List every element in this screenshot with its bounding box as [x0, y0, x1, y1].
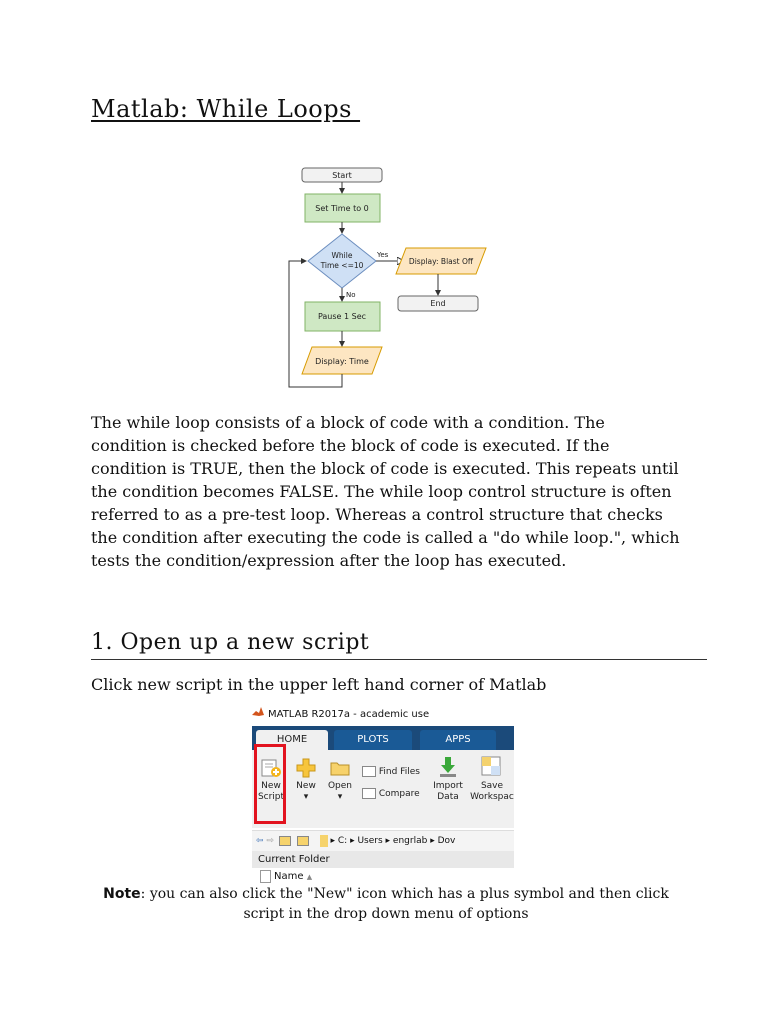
new-label: New — [296, 781, 316, 791]
decision-label-line2: Time <=10 — [320, 261, 364, 270]
matlab-logo-icon — [252, 706, 268, 724]
note-body: : you can also click the "New" icon which has a plus symbol and then click script in the drop down menu of options — [140, 886, 669, 922]
note-text — [91, 884, 681, 924]
open-label: Open — [327, 781, 353, 791]
find-files-label: Find Files — [378, 767, 420, 777]
matlab-title-bar — [252, 706, 514, 724]
display-blast-label: Display: Blast Off — [408, 257, 474, 266]
path-drive[interactable]: C: — [337, 836, 348, 846]
decision-label-line1: While — [331, 251, 353, 260]
matlab-ribbon — [252, 750, 514, 828]
forward-arrow-icon[interactable]: ⇨ — [266, 836, 274, 846]
name-column-label: Name — [274, 871, 304, 882]
compare-label: Compare — [378, 789, 420, 799]
name-column-header[interactable] — [274, 870, 312, 884]
browse-folder-icon[interactable] — [297, 836, 309, 846]
new-script-label-2: Script — [257, 792, 285, 802]
save-workspace-icon — [481, 756, 503, 778]
start-label: Start — [332, 171, 352, 180]
plus-icon — [296, 758, 316, 778]
pause-label: Pause 1 Sec — [317, 312, 367, 321]
new-script-label-1: New — [261, 781, 281, 791]
open-dropdown-arrow: ▾ — [337, 792, 343, 802]
import-label-1: Import — [433, 781, 463, 791]
new-script-highlight — [254, 744, 286, 824]
instruction-text: Click new script in the upper left hand corner of Matlab — [91, 675, 547, 694]
folder-icon — [330, 758, 350, 778]
path-engrlab[interactable]: engrlab — [392, 836, 428, 846]
matlab-window-title: MATLAB R2017a - academic use — [268, 709, 430, 720]
current-folder-path-bar: ⇦ ⇨ ▸ C: ▸ Users ▸ engrlab ▸ Dov — [252, 830, 514, 852]
up-folder-icon[interactable] — [279, 836, 291, 846]
end-label: End — [430, 299, 446, 308]
new-dropdown-arrow: ▾ — [303, 792, 309, 802]
while-loop-flowchart — [280, 160, 490, 392]
import-icon — [438, 756, 458, 778]
current-folder-header: Current Folder — [252, 851, 514, 868]
find-files-button[interactable] — [362, 766, 424, 778]
compare-icon — [362, 788, 376, 799]
path-folder-icon — [320, 835, 328, 847]
new-button[interactable] — [292, 758, 320, 803]
find-files-icon — [362, 766, 376, 777]
set-time-label: Set Time to 0 — [315, 204, 369, 213]
matlab-tab-bar — [252, 726, 514, 750]
note-label: Note — [103, 886, 141, 902]
body-paragraph: The while loop consists of a block of code with a condition. The condition is checked before the block of code is executed. If the condition is TRUE, then the block of code is executed. This repeats until the condition becomes FALSE. The while loop control structure is often referred to as a pre-test loop. Whereas a control structure that checks the condition after executing the code is called a "do while loop.", which tests the condition/expression after the loop has executed. — [91, 413, 680, 570]
save-workspace-button[interactable] — [470, 756, 514, 803]
import-label-2: Data — [437, 792, 459, 802]
compare-button[interactable] — [362, 788, 424, 800]
no-label: No — [346, 291, 356, 299]
save-label-2: Workspac — [470, 792, 514, 802]
tab-apps[interactable]: APPS — [420, 730, 496, 750]
matlab-screenshot — [252, 704, 514, 886]
path-users[interactable]: Users — [357, 836, 383, 846]
yes-label: Yes — [377, 251, 389, 259]
sort-ascending-icon: ▲ — [306, 873, 313, 881]
save-label-1: Save — [480, 781, 504, 791]
tab-home[interactable]: HOME — [256, 730, 328, 750]
import-data-button[interactable] — [432, 756, 464, 803]
section-heading: 1. Open up a new script — [91, 630, 707, 660]
open-button[interactable] — [326, 758, 354, 803]
page-title: Matlab: While Loops — [91, 95, 361, 123]
back-arrow-icon[interactable]: ⇦ — [256, 836, 264, 846]
tab-plots[interactable]: PLOTS — [334, 730, 412, 750]
display-time-label: Display: Time — [315, 357, 369, 366]
select-all-checkbox[interactable] — [260, 870, 271, 883]
path-downloads[interactable]: Dov — [437, 836, 456, 846]
